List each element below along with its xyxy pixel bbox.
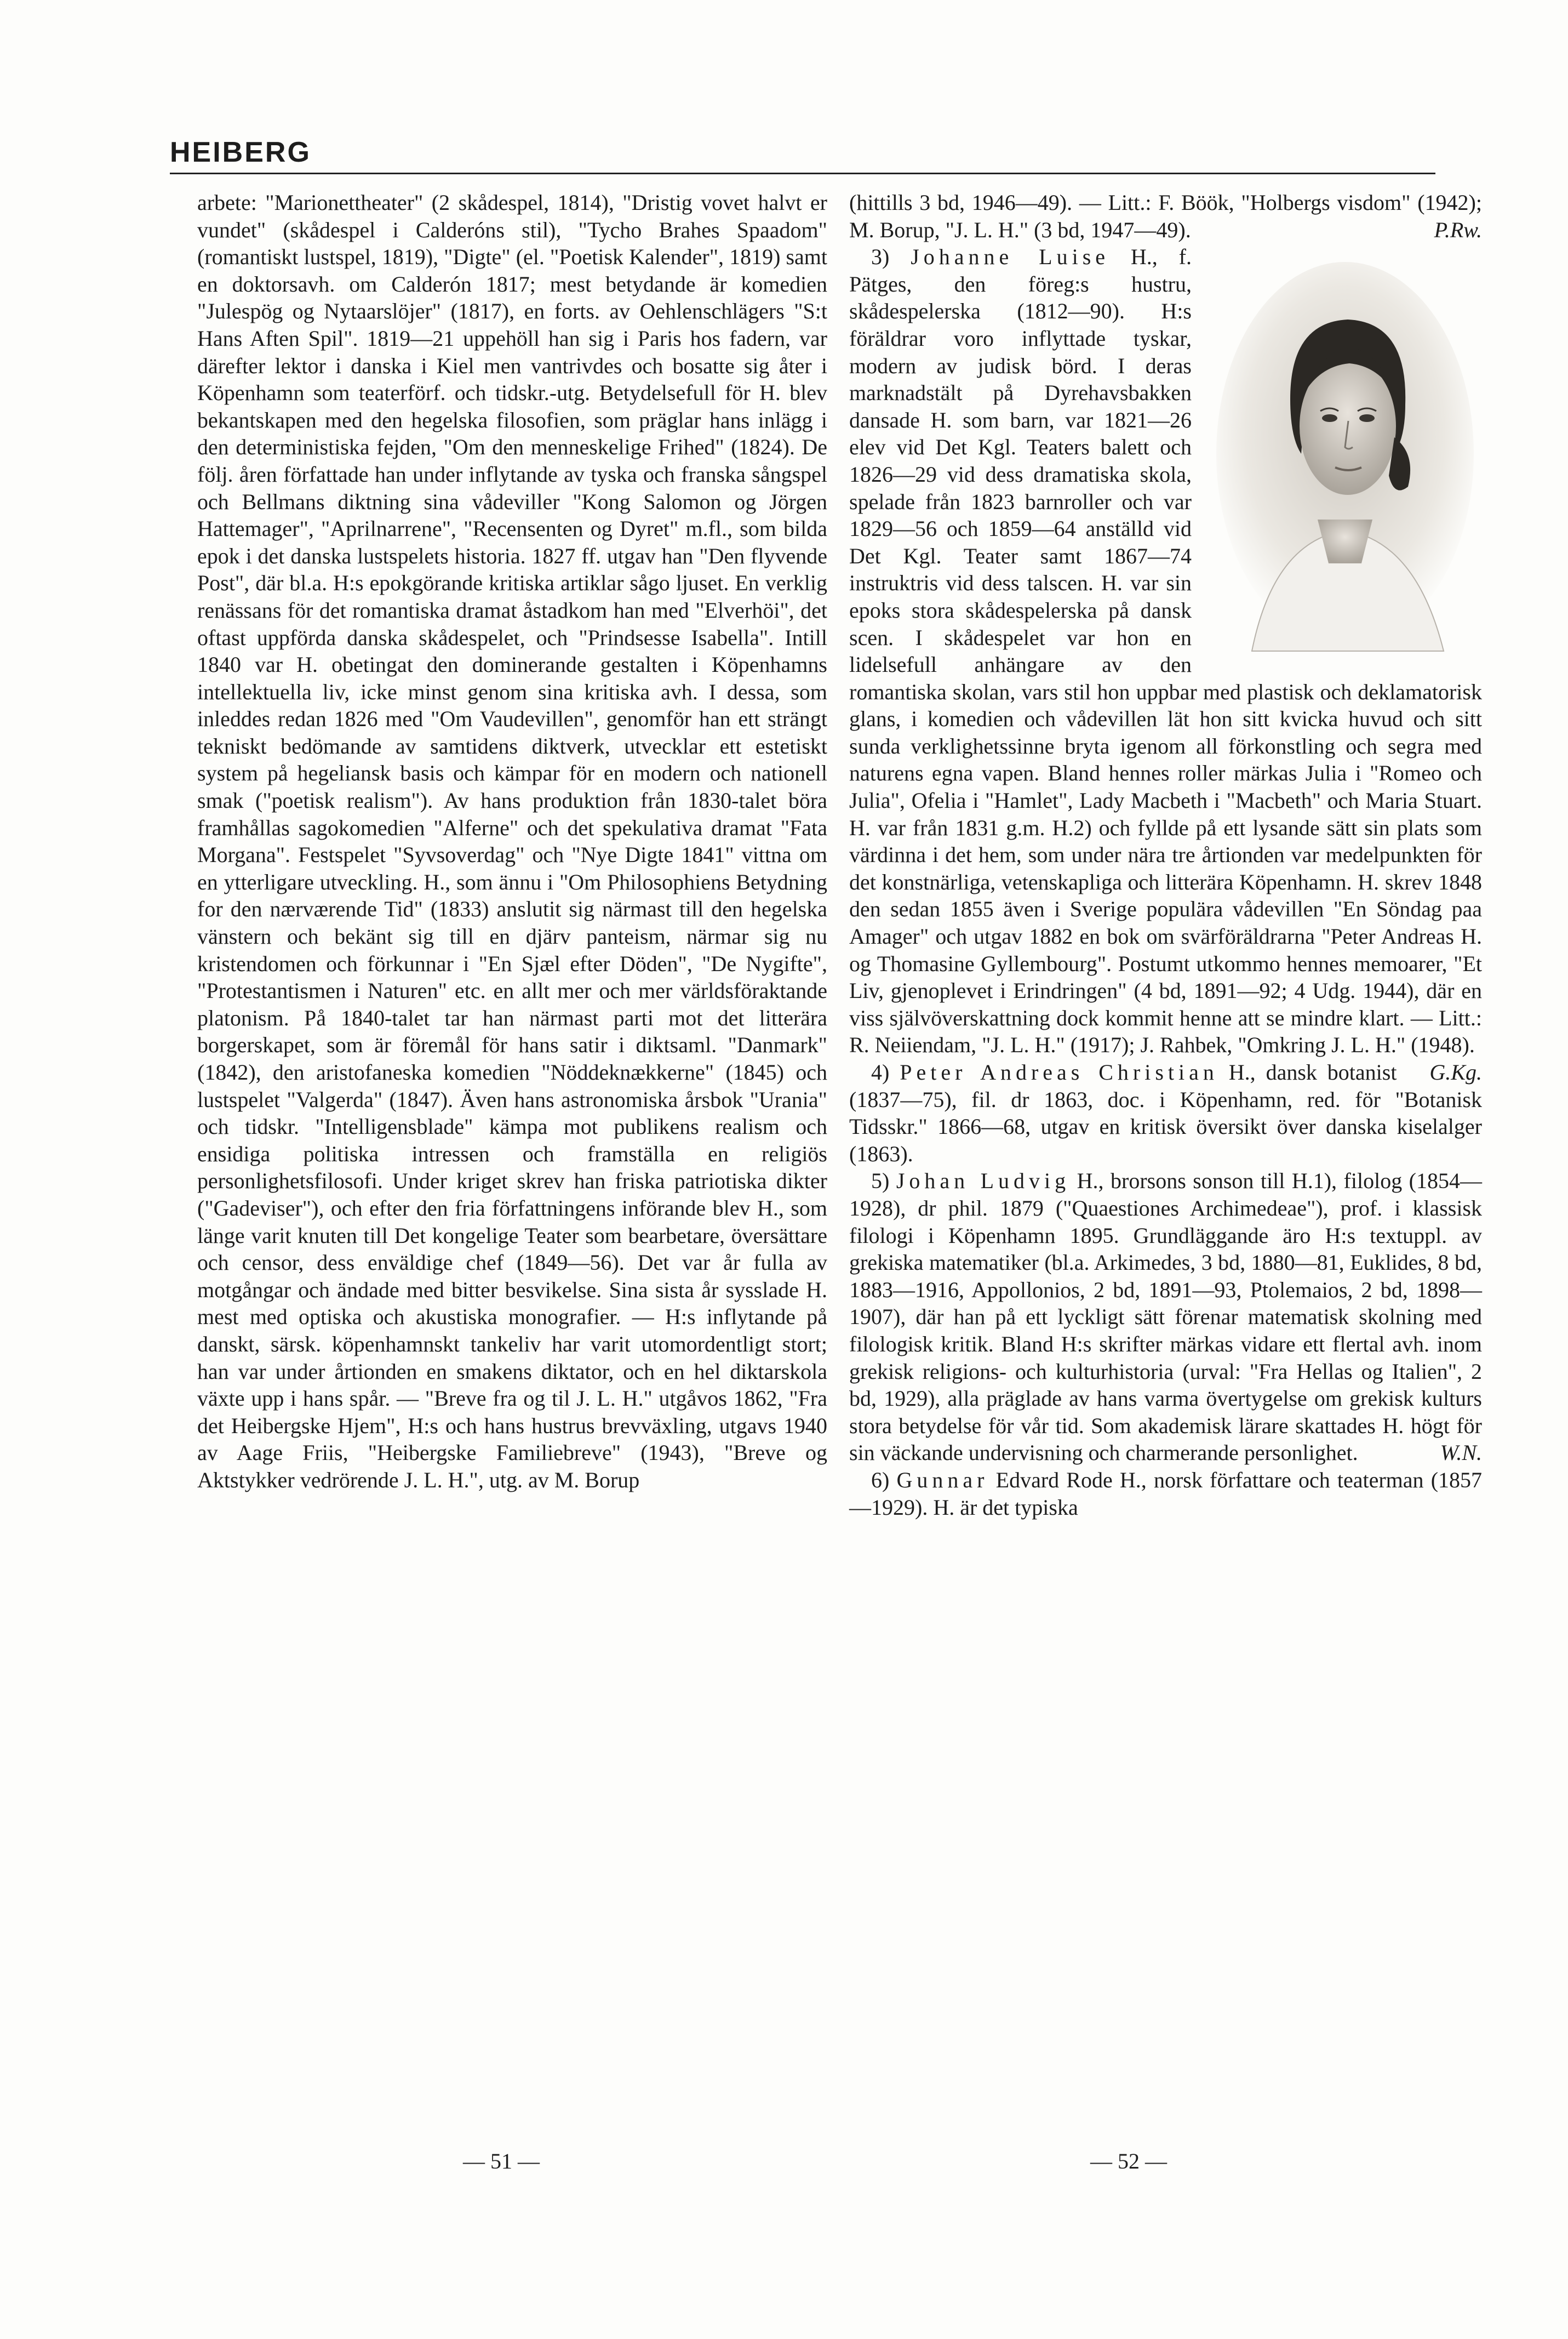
signature: W.N. <box>1440 1440 1482 1465</box>
entry-name: Gunnar <box>896 1467 989 1492</box>
entry-3-johanne-luise: 3) Johanne Luise H., f. Pätges, den föreg:s hustru, skådespelerska (1812—90). H:s föräldrar voro inflyttade tyskar, modern av judisk börd. I deras marknadstält på Dyrehavsbakken dansade H. som barn, var 1821—26 elev vid Det Kgl. Teaters balett och 1826—29 vid dess dramatiska skola, spelade från 1823 barnroller och var 1829—56 och 1859—64 anställd vid Det Kgl. Teater samt 1867—74 instruktris vid dess talscen. H. var sin epoks stora skådespelerska på dansk scen. I skådespelet var hon en lidelsefull anhängare av den romantiska skolan, vars stil hon uppbar med plastisk och deklamatorisk glans, i komedien och vådevillen lät hon sitt kvicka huvud och sitt sunda verklighetssinne bryta igenom all förkonstling och segra med naturens egna vapen. Bland hennes roller märkas Julia i "Romeo och Julia", Ofelia i "Hamlet", Lady Macbeth i "Macbeth" och Maria Stuart. H. var från 1831 g.m. H.2) och fyllde på ett lysande sätt sin plats som värdinna i det hem, som under nära tre årtionden var medelpunkten för det konstnärliga, vetenskapliga och litterära Köpenhamn. H. skrev 1848 den sedan 1855 även i Sverige populära vådevillen "En Söndag paa Amager" och utgav 1882 en bok om svärföräldrarna "Peter Andreas H. og Thomasine Gyllembourg". Postumt utkommo hennes memoarer, "Et Liv, gjenoplevet i Erindringen" (4 bd, 1891—92; 4 Udg. 1944), där en viss självöverskattning dock kommit henne att se mindre klart. — Litt.: R. Neiiendam, "J. L. H." (1917); J. Rahbek, "Omkring J. L. H." (1948). G.Kg. <box>849 243 1482 1059</box>
page-number-left: — 51 — <box>463 2149 540 2173</box>
entry-name: Peter Andreas Christian <box>900 1060 1218 1085</box>
left-column <box>197 189 827 1494</box>
signature: G.Kg. <box>1429 1060 1482 1085</box>
header-rule <box>170 173 1435 174</box>
signature: P.Rw. <box>1434 217 1482 242</box>
entry-5-johan-ludvig: 5) Johan Ludvig H., brorsons sonson till H.1), filolog (1854—1928), dr phil. 1879 ("Quaestiones Archimedeae"), prof. i klassisk filologi i Köpenhamn 1895. Grundläggande äro H:s textuppl. av grekiska matematiker (bl.a. Arkimedes, 3 bd, 1880—81, Euklides, 8 bd, 1883—1916, Appollonios, 2 bd, 1891—93, Ptolemaios, 2 bd, 1898—1907), där han på ett lyckligt sätt förenar matematisk skolning med filologisk kritik. Bland H:s skrifter märkas vidare ett flertal avh. inom grekisk religions- och kulturhistoria (urval: "Fra Hellas og Italien", 2 bd, 1929), alla präglade av hans varma övertygelse om grekisk kulturs stora betydelse för vår tid. Som akademisk lärare skattades H. högt för sin väckande undervisning och charmerande personlighet. W.N. <box>849 1167 1482 1467</box>
entry-name: Johan Ludvig <box>896 1168 1071 1194</box>
portrait-woman-image <box>1214 256 1477 662</box>
left-column-text: arbete: "Marionettheater" (2 skådespel, 1814), "Dristig vovet halvt er vundet" (skådespel i Calderóns stil), "Tycho Brahes Spaadom" (romantiskt lustspel, 1819), "Digte" (el. "Poetisk Kalender", 1819) samt en doktorsavh. om Calderón 1817; mest betydande är komedien "Julespög og Nytaarslöjer" (1817), en forts. av Oehlenschlägers "S:t Hans Aften Spil". 1819—21 uppehöll han sig i Paris hos fadern, var därefter lektor i danska i Kiel men vantrivdes och bosatte sig åter i Köpenhamn som teaterförf. och tidskr.-utg. Betydelsefull för H. blev bekantskapen med den hegelska filosofien, som präglar hans inlägg i den deterministiska fejden, "Om den menneskelige Frihed" (1824). De följ. åren författade han under inflytande av tyska och franska sångspel och Bellmans diktning sina vådeviller "Kong Salomon og Jörgen Hattemager", "Aprilnarrene", "Recensenten og Dyret" m.fl., som bilda epok i det danska lustspelets historia. 1827 ff. utgav han "Den flyvende Post", där bl.a. H:s epokgörande kritiska artiklar sågo ljuset. En verklig renässans för det romantiska dramat åstadkom han med "Elverhöi", det oftast uppförda danska skådespelet, och "Prindsesse Isabella". Intill 1840 var H. obetingat den dominerande gestalten i Köpenhamns intellektuella liv, icke minst genom sina kritiska avh. I dessa, som inleddes redan 1826 med "Om Vaudevillen", genomför han ett strängt tekniskt bedömande av samtidens diktverk, utvecklar ett estetiskt system på hegeliansk basis och kämpar för en modern och nationell smak ("poetisk realism"). Av hans produktion från 1830-talet böra framhållas sagokomedien "Alferne" och det spekulativa dramat "Fata Morgana". Festspelet "Syvsoverdag" och "Nye Digte 1841" vittna om en ytterligare utveckling. H., som ännu i "Om Philosophiens Betydning for den nærværende Tid" (1833) anslutit sig närmast till den hegelska vänstern och bekänt sig till en djärv panteism, närmar sig nu kristendomen och förkunnar i "En Sjæl efter Döden", "De Nygifte", "Protestantismen i Naturen" etc. en allt mer och mer världsföraktande platonism. På 1840-talet tar han närmast parti mot det litterära borgerskapet, som är föremål för hans satir i diktsaml. "Danmark" (1842), den aristofaneska komedien "Nöddeknækkerne" (1845) och lustspelet "Valgerda" (1847). Även hans astronomiska årsbok "Urania" och tidskr. "Intelligensblade" kämpa mot publikens realism och ensidiga politiska intressen och framställa en religiös personlighetsfilosofi. Under kriget skrev han friska patriotiska dikter ("Gadeviser"), och efter den fria författningens införande blev H., som länge varit knuten till Det kongelige Teater som bearbetare, översättare och censor, dess enväldige chef (1849—56). Det var år fulla av motgångar och ändade med bitter besvikelse. Sina sista år sysslade H. mest med optiska och akustiska monografier. — H:s inflytande på danskt, särsk. köpenhamnskt tankeliv har varit utomordentligt stort; han var under årtionden en smakens diktator, och en hel diktarskola växte upp i hans spår. — "Breve fra og til J. L. H." utgåvos 1862, "Fra det Heibergske Hjem", H:s och hans hustrus brevväxling, utgavs 1940 av Aage Friis, "Heibergske Familiebreve" (1943), "Breve og Aktstykker vedrörende J. L. H.", utg. av M. Borup <box>197 190 827 1492</box>
page-number-right: — 52 — <box>1090 2149 1167 2173</box>
entry-6-gunnar: 6) Gunnar Edvard Rode H., norsk författare och teaterman (1857—1929). H. är det typiska <box>849 1467 1483 1520</box>
entry-4-peter-andreas-christian: 4) Peter Andreas Christian H., dansk botanist (1837—75), fil. dr 1863, doc. i Köpenhamn, red. för "Botanisk Tidsskr." 1866—68, utgav en kritisk översikt över danska kiselalger (1863). <box>849 1060 1482 1166</box>
running-head: HEIBERG <box>170 136 311 168</box>
entry-name: Johanne Luise <box>911 244 1110 270</box>
entry-2-continuation: (hittills 3 bd, 1946—49). — Litt.: F. Böök, "Holbergs visdom" (1942); M. Borup, "J. L. H." (3 bd, 1947—49). P.Rw. <box>849 189 1482 243</box>
right-column <box>849 189 1482 1521</box>
portrait-photo <box>1208 251 1482 668</box>
